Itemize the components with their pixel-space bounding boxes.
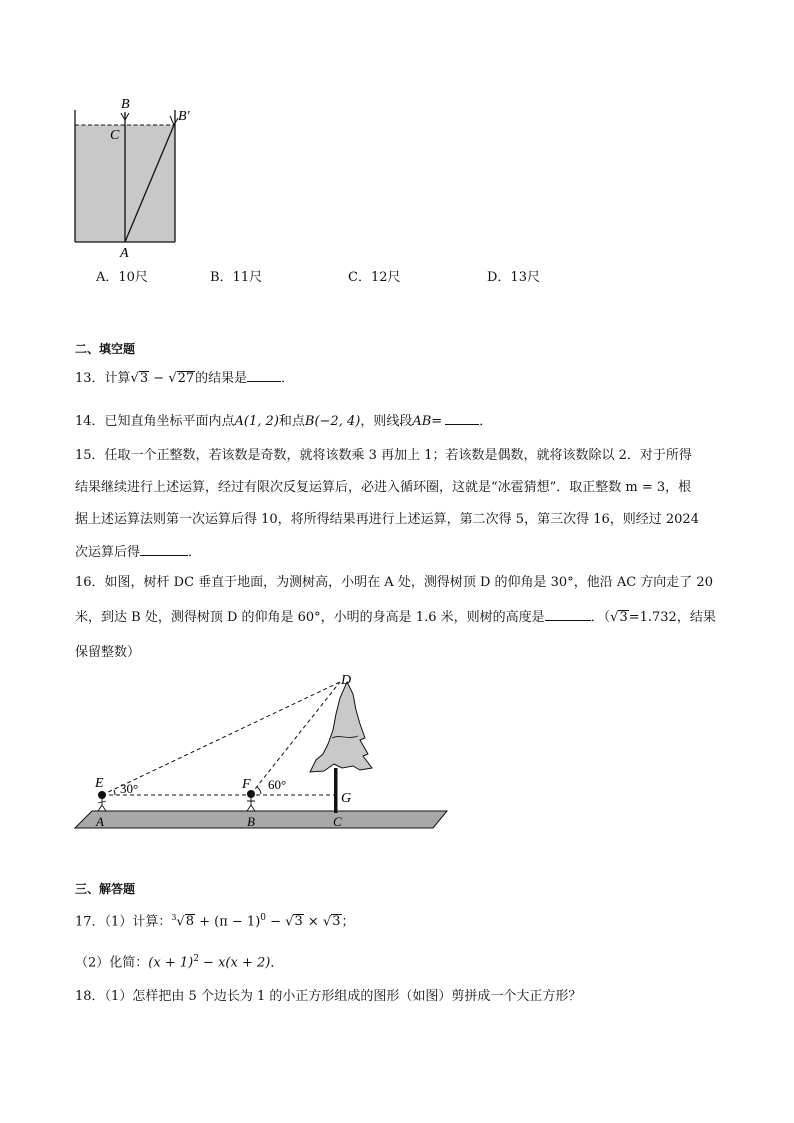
option-a: A．10尺 — [96, 270, 148, 285]
angle-arc-30 — [114, 790, 115, 795]
q13-radicand-27: 27 — [177, 371, 195, 386]
option-d: D．13尺 — [487, 270, 540, 285]
reed-pond-figure — [66, 94, 206, 264]
q17-p1-end: ； — [341, 914, 355, 930]
label-C: C — [333, 814, 342, 829]
q14-end: ． — [479, 414, 493, 429]
q17-r3b: 3 — [332, 914, 341, 930]
q17-pi-term: + (π − 1) — [195, 914, 261, 930]
section-solution-heading: 三、解答题 — [75, 882, 136, 896]
label-B: B — [247, 814, 255, 829]
tree-height-figure — [70, 668, 455, 833]
q15-line-1: 15．任取一个正整数，若该数是奇数，就将该数乘 3 再加上 1；若该数是偶数，就将该数除以 2．对于所得 — [75, 448, 692, 463]
q16-answer-blank[interactable] — [545, 606, 591, 621]
label-C: C — [110, 128, 120, 143]
label-A: A — [120, 246, 129, 261]
question-13 — [75, 367, 294, 389]
q15-line-4 — [75, 541, 201, 563]
q16-line-3: 保留整数） — [75, 645, 141, 660]
q16-line-2b: ．（ — [590, 610, 611, 625]
label-B-prime: B′ — [178, 109, 190, 124]
q17-p2-square: (x + 1) — [148, 955, 194, 971]
q14-suffix: ，则线段 — [360, 414, 413, 429]
person-body-f — [247, 798, 255, 811]
sqrt-symbol: √ — [130, 371, 139, 386]
sqrt-symbol: √ — [285, 914, 294, 930]
q16-line-1: 16．如图，树杆 DC 垂直于地面，为测树高，小明在 A 处，测得树顶 D 的仰角是 30°，他沿 AC 方向走了 20 — [75, 575, 713, 590]
q17-r3a: 3 — [294, 914, 303, 930]
reed-tip-mark-prime — [170, 116, 178, 125]
label-E: E — [95, 776, 104, 791]
angle-label-60: 60° — [268, 777, 287, 792]
q15-line-4-text: 次运算后得 — [75, 545, 141, 560]
q15-end: ． — [188, 545, 202, 560]
q14-eq: = — [431, 414, 443, 429]
label-G: G — [341, 791, 352, 806]
q17-cbrt-index: 3 — [171, 913, 177, 922]
q15-answer-blank[interactable] — [140, 541, 188, 556]
q13-minus: − — [153, 371, 165, 386]
sqrt-symbol: √ — [168, 371, 177, 386]
sqrt-symbol: √ — [322, 914, 332, 930]
q13-suffix: 的结果是 — [195, 371, 248, 386]
q17-p2-prefix: （2）化简： — [75, 955, 149, 971]
q18-line-1: 18．（1）怎样把由 5 个边长为 1 的小正方形组成的图形（如图）剪拼成一个大正方形？ — [75, 989, 582, 1004]
tree-trunk — [334, 768, 338, 813]
q14-segment: AB — [412, 414, 432, 429]
sight-line-from-f — [251, 682, 340, 794]
option-c: C．12尺 — [348, 270, 401, 285]
angle-arc-60 — [257, 787, 261, 794]
q17-part-1 — [75, 908, 355, 932]
q15-line-2: 结果继续进行上述运算，经过有限次反复运算后，必进入循环圈，这就是“冰雹猜想”．取正整数 m = 3，根 — [75, 480, 692, 495]
ground-plane — [75, 811, 447, 828]
q17-times: × — [303, 914, 323, 930]
angle-label-30: 30° — [120, 781, 139, 796]
q17-part-2 — [75, 949, 283, 973]
q16-radicand-3: 3 — [619, 610, 628, 625]
q16-line-2 — [75, 606, 716, 628]
label-D: D — [341, 673, 352, 688]
person-body-e — [98, 799, 106, 811]
q13-prefix: 13．计算 — [75, 371, 131, 386]
sight-line-from-e — [102, 682, 340, 795]
q17-minus: − — [266, 914, 286, 930]
q13-answer-blank[interactable] — [247, 367, 281, 382]
q16-line-2a: 米，到达 B 处，测得树顶 D 的仰角是 60°，小明的身高是 1.6 米，则树的高度是 — [75, 610, 545, 625]
sqrt-symbol: √ — [610, 610, 619, 625]
q14-point-b: B(−2, 4) — [304, 414, 361, 429]
q17-zero-exp: 0 — [260, 913, 267, 923]
q14-point-a: A(1, 2) — [234, 414, 279, 429]
q14-prefix: 14．已知直角坐标平面内点 — [75, 414, 235, 429]
q14-answer-blank[interactable] — [445, 410, 479, 425]
q17-cbrt-radicand: 8 — [185, 914, 194, 930]
person-head-e — [98, 791, 106, 799]
label-F: F — [242, 777, 251, 792]
section-fill-in-heading: 二、填空题 — [75, 342, 136, 356]
q14-mid: 和点 — [278, 414, 305, 429]
q13-end: ． — [281, 371, 295, 386]
label-B: B — [121, 97, 130, 112]
label-A: A — [96, 814, 104, 829]
tree-crown — [310, 682, 372, 772]
q16-line-2c: =1.732，结果 — [628, 610, 716, 625]
q17-p2-product: − x(x + 2) — [198, 955, 271, 971]
q17-p2-end: ． — [270, 955, 284, 971]
option-b: B．11尺 — [210, 270, 263, 285]
q15-line-3: 据上述运算法则第一次运算后得 10，将所得结果再进行上述运算，第二次得 5，第三次得 16，则经过 2024 — [75, 512, 699, 527]
sqrt-symbol: √ — [176, 914, 185, 930]
question-14 — [75, 410, 492, 432]
q17-p1-prefix: 17．（1）计算： — [75, 914, 172, 930]
q13-radicand-3: 3 — [139, 371, 149, 386]
q17-p2-exp: 2 — [193, 954, 199, 964]
